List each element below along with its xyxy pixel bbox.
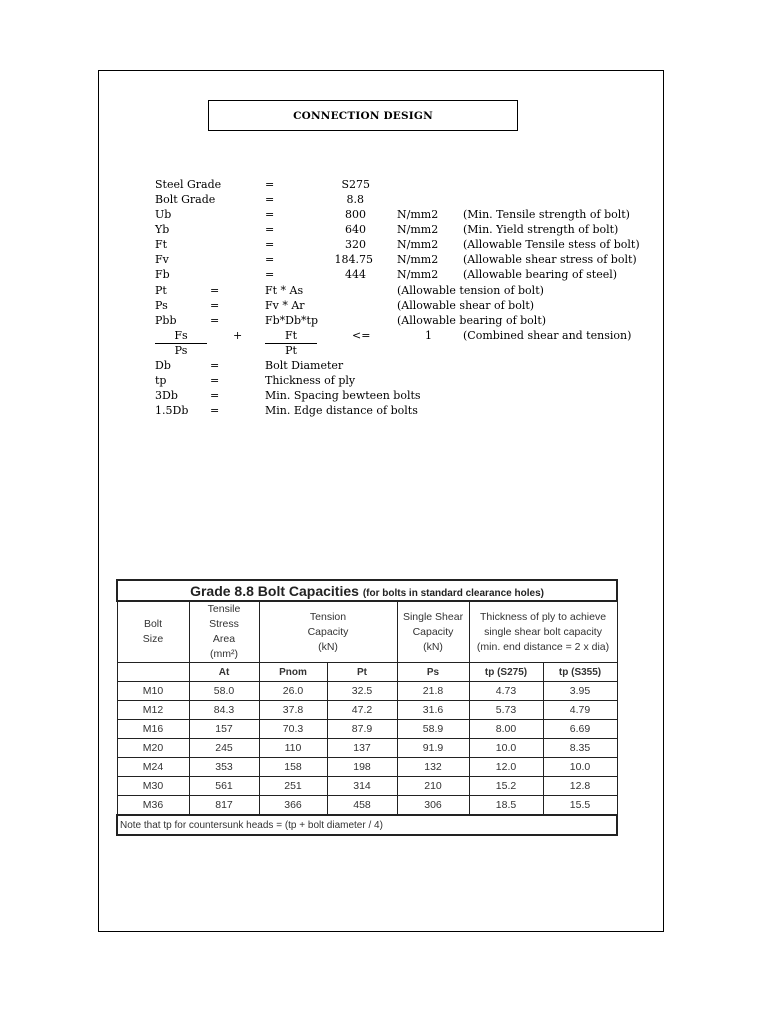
fraction-numerator: Fs (174, 329, 188, 342)
table-cell: 6.69 (543, 720, 617, 739)
param-value: S275 (341, 178, 370, 191)
param-eq: = (265, 178, 275, 191)
param-unit: N/mm2 (397, 253, 439, 266)
header-line: Size (142, 633, 164, 645)
table-cell: 87.9 (327, 720, 397, 739)
table-cell: 26.0 (259, 682, 327, 701)
formula-note: (Allowable shear of bolt) (397, 299, 535, 312)
param-name: Ub (155, 208, 172, 221)
table-cell: 12.8 (543, 777, 617, 796)
table-cell: 158 (259, 758, 327, 777)
param-value: 800 (345, 208, 366, 221)
param-unit: N/mm2 (397, 208, 439, 221)
param-value: 444 (345, 268, 366, 281)
formula-expr: Fb*Db*tp (265, 314, 318, 327)
header-line: Tension (309, 610, 347, 623)
param-name: Ft (155, 238, 168, 251)
header-line: Single Shear (402, 610, 464, 623)
formula-expr: Ft * As (265, 284, 304, 297)
plus-sign: + (233, 329, 243, 342)
table-cell: 4.73 (469, 682, 543, 701)
definition-eq: = (210, 359, 220, 372)
param-unit: N/mm2 (397, 238, 439, 251)
header-line: (min. end distance = 2 x dia) (476, 640, 610, 653)
symbol-cell: At (189, 663, 259, 682)
definition-eq: = (210, 389, 220, 402)
header-line: Capacity (412, 625, 454, 638)
formula-eq: = (210, 299, 220, 312)
table-cell: 353 (189, 758, 259, 777)
param-eq: = (265, 193, 275, 206)
bolt-size-cell: M20 (117, 739, 189, 758)
table-row (117, 758, 617, 777)
symbol-cell: Pnom (259, 663, 327, 682)
table-row (117, 777, 617, 796)
table-cell: 561 (189, 777, 259, 796)
param-value: 184.75 (334, 253, 373, 266)
table-row (117, 739, 617, 758)
table-cell: 132 (397, 758, 469, 777)
table-cell: 210 (397, 777, 469, 796)
table-note: Note that tp for countersunk heads = (tp + bolt diameter / 4) (117, 815, 617, 835)
table-cell: 10.0 (469, 739, 543, 758)
header-line: Capacity (307, 625, 349, 638)
definition-name: tp (155, 374, 167, 387)
table-cell: 245 (189, 739, 259, 758)
table-cell: 8.00 (469, 720, 543, 739)
table-cell: 817 (189, 796, 259, 816)
table-cell: 58.0 (189, 682, 259, 701)
definition-text: Bolt Diameter (265, 359, 344, 372)
formula-note: (Allowable bearing of bolt) (397, 314, 547, 327)
formula-name: Pbb (155, 314, 177, 327)
header-line: Thickness of ply to achieve (479, 610, 607, 623)
table-cell: 31.6 (397, 701, 469, 720)
symbol-cell: Ps (397, 663, 469, 682)
table-cell: 306 (397, 796, 469, 816)
header-line: Tensile Stress (207, 603, 241, 630)
param-eq: = (265, 238, 275, 251)
table-cell: 5.73 (469, 701, 543, 720)
table-caption (117, 580, 617, 601)
combined-note: (Combined shear and tension) (463, 329, 632, 342)
header-line: (kN) (318, 640, 338, 653)
table-cell: 47.2 (327, 701, 397, 720)
param-value: 640 (345, 223, 366, 236)
formula-name: Pt (155, 284, 167, 297)
param-eq: = (265, 268, 275, 281)
fraction-denominator: Ps (174, 344, 188, 357)
table-row (117, 796, 617, 816)
definition-text: Min. Edge distance of bolts (265, 404, 418, 417)
table-row (117, 682, 617, 701)
table-cell: 157 (189, 720, 259, 739)
definition-name: 3Db (155, 389, 178, 402)
param-unit: N/mm2 (397, 268, 439, 281)
bolt-capacity-table (116, 579, 616, 831)
table-row (117, 701, 617, 720)
table-cell: 4.79 (543, 701, 617, 720)
formula-eq: = (210, 284, 220, 297)
param-value: 8.8 (346, 193, 364, 206)
table-cell: 15.5 (543, 796, 617, 816)
table-cell: 37.8 (259, 701, 327, 720)
page-title: CONNECTION DESIGN (208, 100, 518, 131)
param-name: Bolt Grade (155, 193, 216, 206)
param-name: Fb (155, 268, 170, 281)
param-name: Fv (155, 253, 169, 266)
param-note: (Min. Tensile strength of bolt) (463, 208, 630, 221)
bolt-size-cell: M12 (117, 701, 189, 720)
header-line: (kN) (423, 640, 443, 653)
param-note: (Allowable shear stress of bolt) (463, 253, 637, 266)
bolt-size-cell: M24 (117, 758, 189, 777)
param-eq: = (265, 253, 275, 266)
fraction-numerator: Ft (284, 329, 298, 342)
table-cell: 8.35 (543, 739, 617, 758)
definition-text: Min. Spacing bewteen bolts (265, 389, 421, 402)
definition-eq: = (210, 374, 220, 387)
header-single-shear (397, 601, 469, 663)
table-cell: 21.8 (397, 682, 469, 701)
table-cell: 12.0 (469, 758, 543, 777)
symbol-cell: tp (S275) (469, 663, 543, 682)
param-eq: = (265, 208, 275, 221)
fraction-denominator: Pt (285, 344, 297, 357)
table-cell: 10.0 (543, 758, 617, 777)
table-caption-sub: (for bolts in standard clearance holes) (362, 587, 544, 599)
table-cell: 198 (327, 758, 397, 777)
symbol-cell: Pt (327, 663, 397, 682)
symbol-cell-empty (117, 663, 189, 682)
table-cell: 251 (259, 777, 327, 796)
bolt-size-cell: M30 (117, 777, 189, 796)
symbol-cell: tp (S355) (543, 663, 617, 682)
header-bolt-size (117, 601, 189, 663)
param-note: (Allowable bearing of steel) (463, 268, 618, 281)
param-note: (Min. Yield strength of bolt) (463, 223, 619, 236)
formula-expr: Fv * Ar (265, 299, 305, 312)
header-tensile-area (189, 601, 259, 663)
formula-note: (Allowable tension of bolt) (397, 284, 544, 297)
table-cell: 137 (327, 739, 397, 758)
bolt-size-cell: M10 (117, 682, 189, 701)
table-cell: 15.2 (469, 777, 543, 796)
formula-eq: = (210, 314, 220, 327)
param-name: Yb (155, 223, 170, 236)
table-cell: 32.5 (327, 682, 397, 701)
param-name: Steel Grade (155, 178, 222, 191)
header-line: Area (212, 633, 236, 645)
table-cell: 18.5 (469, 796, 543, 816)
table-cell: 91.9 (397, 739, 469, 758)
header-line: (mm²) (210, 648, 238, 660)
bolt-size-cell: M16 (117, 720, 189, 739)
table-cell: 314 (327, 777, 397, 796)
definition-eq: = (210, 404, 220, 417)
table-cell: 366 (259, 796, 327, 816)
comparison-operator: <= (352, 329, 371, 342)
header-line: Bolt (143, 618, 163, 630)
param-value: 320 (345, 238, 366, 251)
param-unit: N/mm2 (397, 223, 439, 236)
table-row (117, 720, 617, 739)
table-cell: 458 (327, 796, 397, 816)
formula-name: Ps (155, 299, 168, 312)
table-cell: 70.3 (259, 720, 327, 739)
table-caption-main: Grade 8.8 Bolt Capacities (190, 582, 359, 599)
header-tension-capacity (259, 601, 397, 663)
param-eq: = (265, 223, 275, 236)
definition-name: Db (155, 359, 171, 372)
table-body (117, 682, 617, 816)
limit-value: 1 (425, 329, 432, 342)
table-cell: 58.9 (397, 720, 469, 739)
header-ply-thickness (469, 601, 617, 663)
bolt-size-cell: M36 (117, 796, 189, 816)
header-line: single shear bolt capacity (484, 625, 602, 638)
definition-text: Thickness of ply (265, 374, 356, 387)
table-cell: 110 (259, 739, 327, 758)
definition-name: 1.5Db (155, 404, 189, 417)
param-note: (Allowable Tensile stess of bolt) (463, 238, 640, 251)
table-cell: 84.3 (189, 701, 259, 720)
table-cell: 3.95 (543, 682, 617, 701)
